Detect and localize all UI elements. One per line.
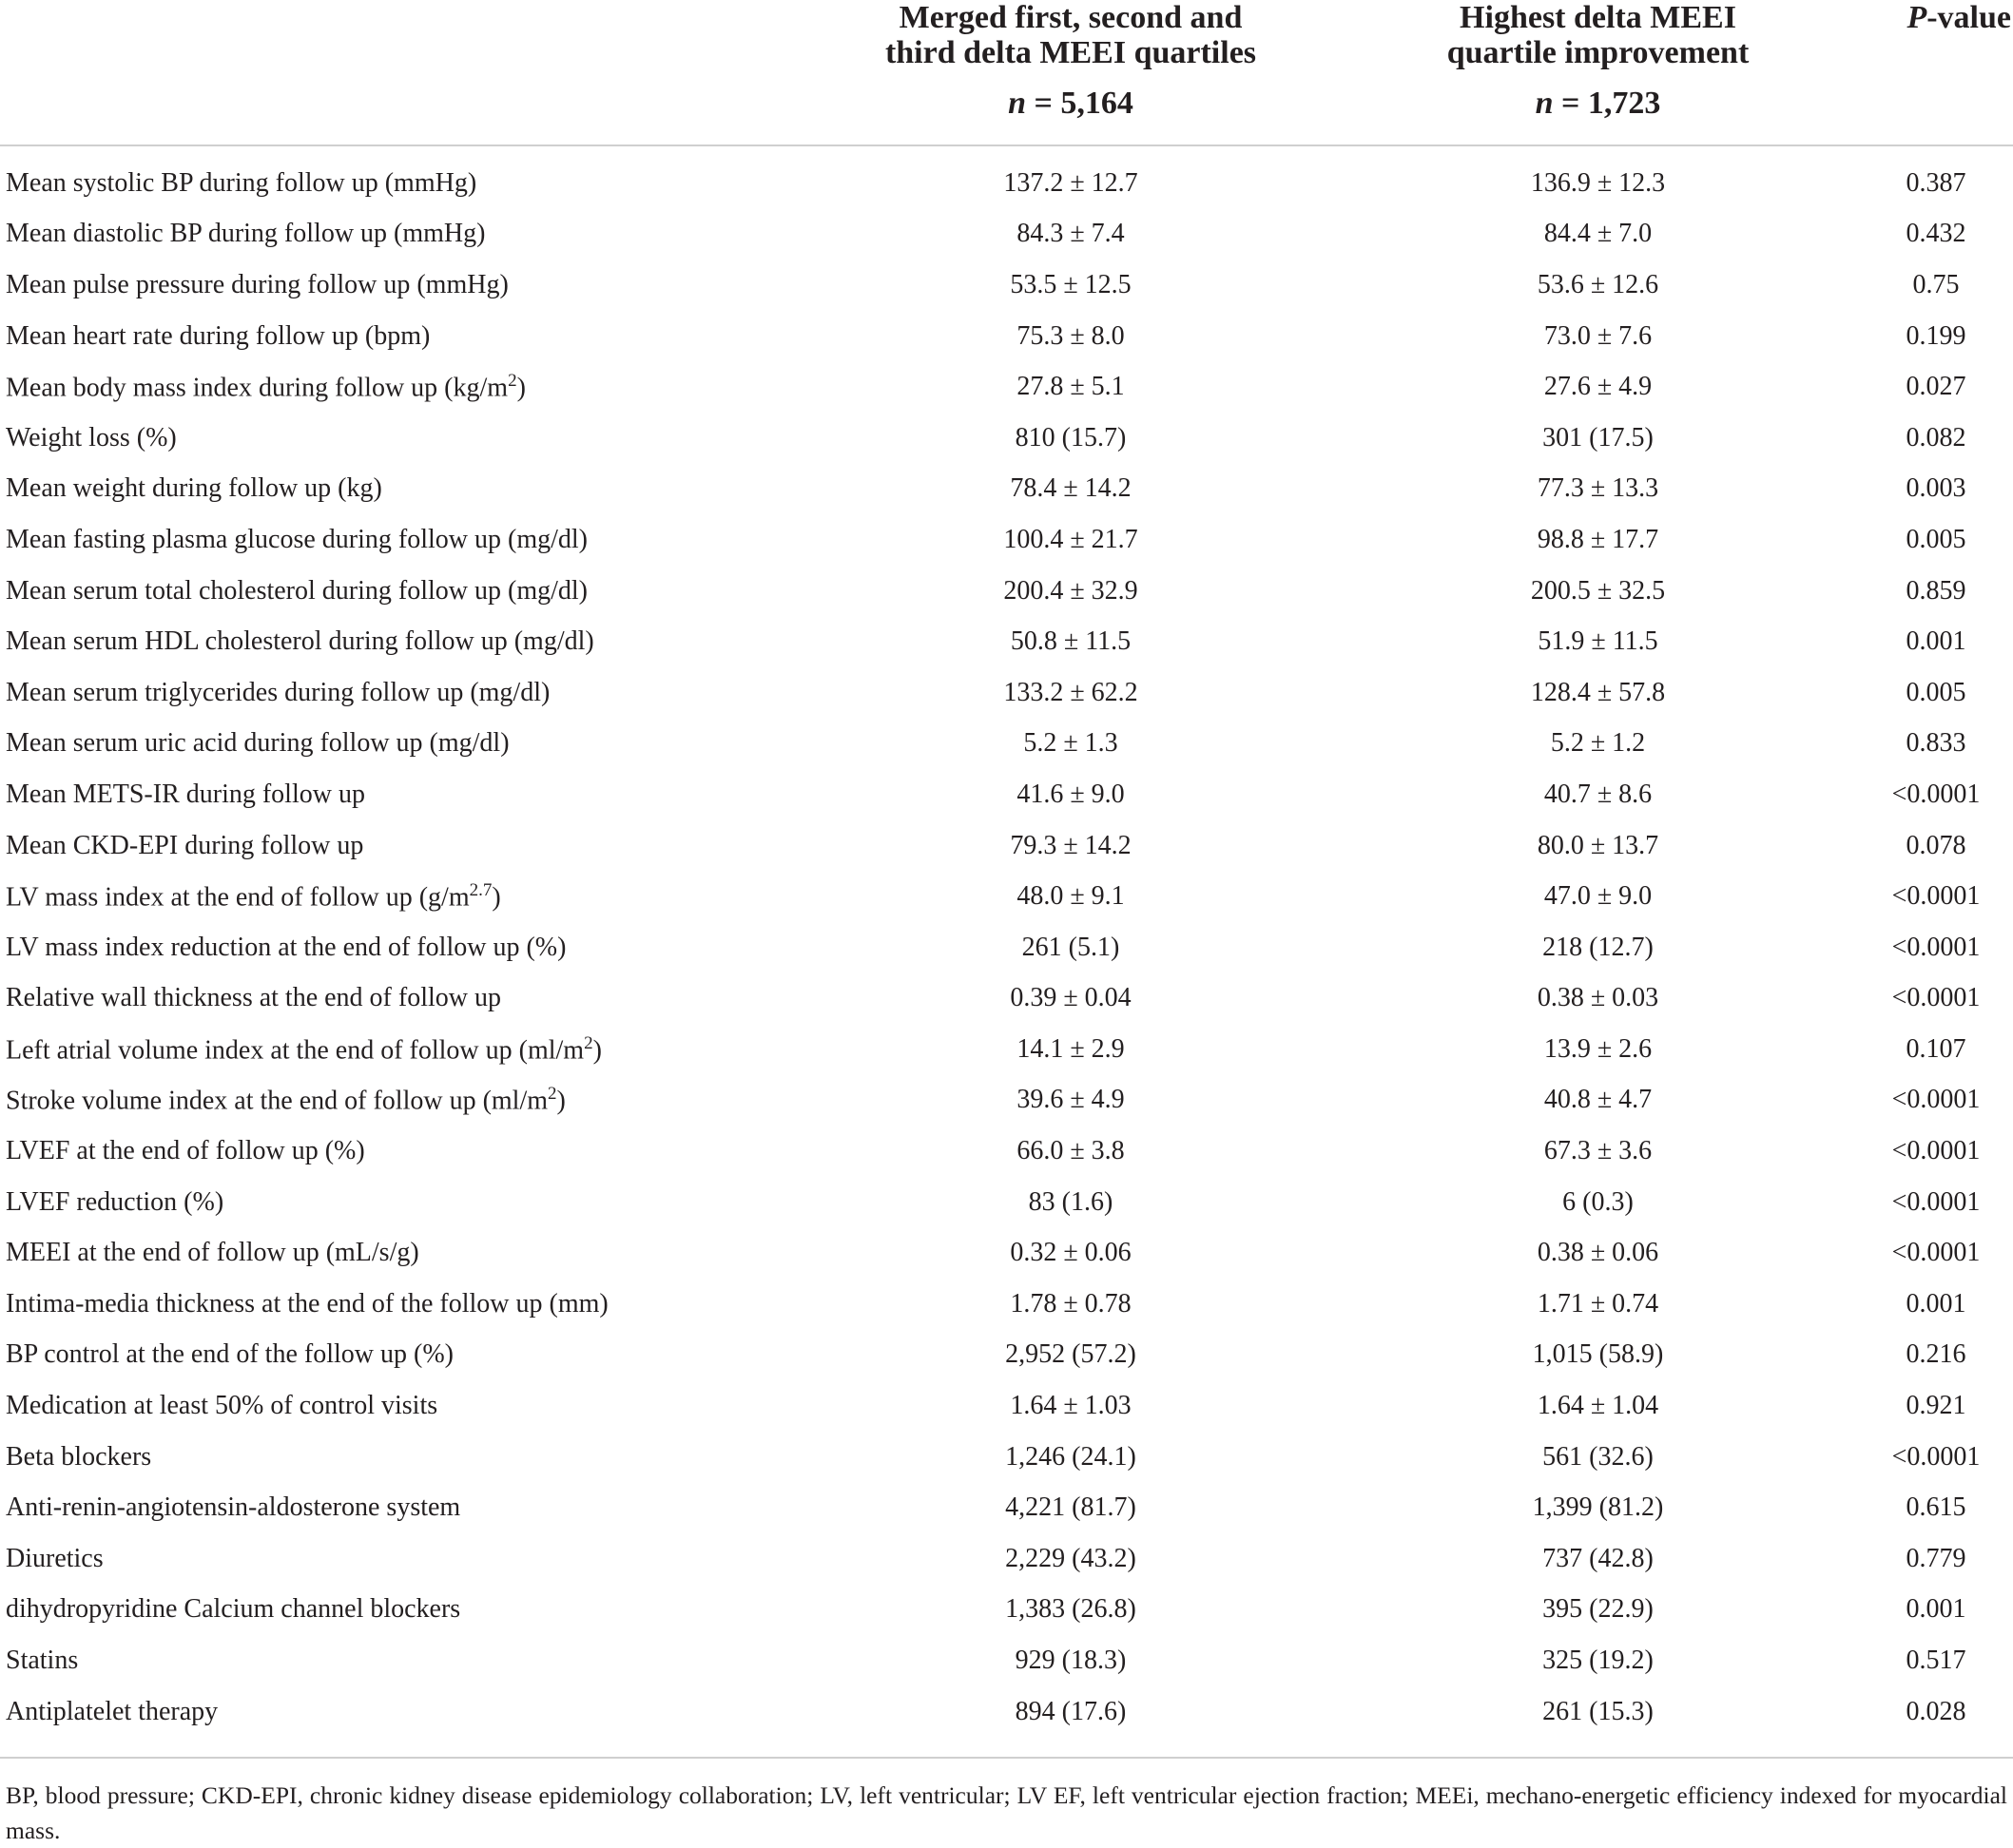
- header-group1-n: [804, 86, 1337, 121]
- group2-value: 80.0 ± 13.7: [1537, 830, 1659, 860]
- row-label-text: LVEF reduction (%): [6, 1186, 224, 1217]
- table-row: [0, 464, 2013, 515]
- row-label-text: LVEF at the end of follow up (%): [6, 1136, 365, 1166]
- p-value: 0.003: [1906, 473, 1966, 504]
- table-row: [0, 566, 2013, 617]
- p-value: <0.0001: [1891, 1441, 1981, 1472]
- table-row: [0, 145, 2013, 209]
- row-label-end: ): [516, 373, 526, 403]
- table-row: [0, 1126, 2013, 1177]
- row-label-text: LV mass index reduction at the end of follow up (%): [6, 932, 567, 962]
- table-row: [0, 667, 2013, 719]
- header-p-value: [1859, 0, 2013, 145]
- row-label: [0, 1330, 804, 1381]
- row-label-text: Stroke volume index at the end of follow up (ml/m: [6, 1086, 549, 1116]
- group2-value: 200.5 ± 32.5: [1530, 575, 1666, 606]
- group1-value: 1.64 ± 1.03: [1010, 1391, 1132, 1421]
- group1-value: 2,229 (43.2): [1005, 1543, 1136, 1573]
- row-label-text: Mean serum uric acid during follow up (mg/dl): [6, 728, 510, 759]
- table-row: [0, 1686, 2013, 1747]
- header-group2: [1337, 0, 1859, 145]
- group1-value: 53.5 ± 12.5: [1010, 269, 1132, 299]
- row-label-superscript: 2: [508, 371, 517, 391]
- row-label-superscript: 2: [584, 1032, 593, 1053]
- group2-value: 1.71 ± 0.74: [1537, 1288, 1659, 1319]
- table-row: [0, 1635, 2013, 1686]
- row-label: [0, 1227, 804, 1279]
- row-label-end: ): [556, 1086, 566, 1116]
- group2-value: 40.7 ± 8.6: [1543, 779, 1653, 809]
- group2-value: 136.9 ± 12.3: [1530, 167, 1666, 198]
- table-row: [0, 1024, 2013, 1075]
- group2-value: 0.38 ± 0.03: [1537, 983, 1659, 1013]
- table-row: [0, 973, 2013, 1025]
- header-group1: [804, 0, 1337, 145]
- row-label-end: ): [592, 1035, 602, 1066]
- group2-value: 13.9 ± 2.6: [1543, 1033, 1653, 1064]
- group1-value: 5.2 ± 1.3: [1023, 728, 1118, 759]
- header-group1-line1: Merged first, second and: [899, 0, 1243, 35]
- row-label-text: Diuretics: [6, 1543, 104, 1573]
- p-value: 0.75: [1912, 269, 1960, 299]
- group1-value: 929 (18.3): [1015, 1646, 1127, 1676]
- row-label-text: Left atrial volume index at the end of follow up (ml/m: [6, 1035, 585, 1066]
- p-value: <0.0001: [1891, 779, 1981, 809]
- p-value: 0.001: [1906, 626, 1966, 657]
- row-label-text: Mean heart rate during follow up (bpm): [6, 320, 431, 351]
- p-value: 0.432: [1906, 219, 1966, 249]
- table-row: [0, 922, 2013, 973]
- group2-value: 218 (12.7): [1542, 932, 1654, 962]
- row-label-end: ): [492, 882, 501, 913]
- row-label-text: Relative wall thickness at the end of follow up: [6, 983, 501, 1013]
- row-label: [0, 719, 804, 770]
- group1-value: 894 (17.6): [1015, 1696, 1127, 1726]
- row-label-text: MEEI at the end of follow up (mL/s/g): [6, 1238, 419, 1268]
- row-label-text: Mean body mass index during follow up (kg/m: [6, 373, 509, 403]
- row-label: [0, 1024, 804, 1075]
- row-label: [0, 616, 804, 667]
- row-label: [0, 1279, 804, 1330]
- group1-value: 810 (15.7): [1015, 422, 1127, 452]
- table-header: [0, 0, 2013, 145]
- table-row: [0, 820, 2013, 872]
- row-label-text: dihydropyridine Calcium channel blockers: [6, 1594, 461, 1625]
- table-row: [0, 1482, 2013, 1533]
- row-label: [0, 1177, 804, 1228]
- p-value: 0.001: [1906, 1594, 1966, 1625]
- group2-value: 1,015 (58.9): [1532, 1339, 1664, 1370]
- p-value: 0.216: [1906, 1339, 1966, 1370]
- group2-value: 51.9 ± 11.5: [1538, 626, 1658, 657]
- row-label: [0, 260, 804, 311]
- row-label-text: Mean CKD-EPI during follow up: [6, 830, 364, 860]
- p-value: <0.0001: [1891, 932, 1981, 962]
- p-value: 0.921: [1906, 1391, 1966, 1421]
- table-row: [0, 769, 2013, 820]
- table-row: [0, 616, 2013, 667]
- group1-value: 2,952 (57.2): [1005, 1339, 1136, 1370]
- row-label: [0, 1686, 804, 1747]
- row-label: [0, 361, 804, 413]
- table-row: [0, 719, 2013, 770]
- row-label-text: BP control at the end of the follow up (%): [6, 1339, 454, 1370]
- p-value: 0.199: [1906, 320, 1966, 351]
- p-value: 0.078: [1906, 830, 1966, 860]
- group1-value: 78.4 ± 14.2: [1010, 473, 1132, 504]
- p-value: 0.005: [1906, 677, 1966, 707]
- row-label-text: Statins: [6, 1646, 79, 1676]
- group1-value: 1,383 (26.8): [1005, 1594, 1136, 1625]
- header-group1-line2: third delta MEEI quartiles: [884, 35, 1257, 70]
- row-label: [0, 311, 804, 362]
- header-group1-n-symbol: n: [1008, 86, 1027, 121]
- group1-value: 48.0 ± 9.1: [1016, 881, 1125, 912]
- group1-value: 50.8 ± 11.5: [1010, 626, 1132, 657]
- table-row: [0, 1227, 2013, 1279]
- group1-value: 27.8 ± 5.1: [1016, 372, 1125, 402]
- row-label-text: Intima-media thickness at the end of the follow up (mm): [6, 1288, 609, 1319]
- group1-value: 83 (1.6): [1028, 1186, 1113, 1217]
- row-label-text: Mean METS-IR during follow up: [6, 779, 365, 809]
- row-label: [0, 566, 804, 617]
- row-label: [0, 209, 804, 260]
- group2-value: 98.8 ± 17.7: [1537, 524, 1659, 554]
- group1-value: 133.2 ± 62.2: [1003, 677, 1138, 707]
- header-group2-n-value: = 1,723: [1553, 86, 1661, 121]
- row-label-superscript: 2: [548, 1084, 557, 1105]
- row-label-text: Mean weight during follow up (kg): [6, 473, 382, 504]
- row-label: [0, 667, 804, 719]
- group1-value: 75.3 ± 8.0: [1016, 320, 1125, 351]
- p-value: 0.779: [1906, 1543, 1966, 1573]
- header-row: [0, 0, 2013, 145]
- group2-value: 73.0 ± 7.6: [1543, 320, 1653, 351]
- row-label-text: Weight loss (%): [6, 422, 177, 452]
- table-row: [0, 260, 2013, 311]
- row-label: [0, 1482, 804, 1533]
- p-value: 0.615: [1906, 1492, 1966, 1523]
- p-value: <0.0001: [1891, 1085, 1981, 1115]
- p-value: <0.0001: [1891, 1136, 1981, 1166]
- group1-value: 0.39 ± 0.04: [1010, 983, 1132, 1013]
- p-value: 0.005: [1906, 524, 1966, 554]
- group1-value: 66.0 ± 3.8: [1016, 1136, 1125, 1166]
- row-label: [0, 464, 804, 515]
- group1-value: 41.6 ± 9.0: [1016, 779, 1125, 809]
- row-label-text: Mean serum triglycerides during follow up (mg/dl): [6, 677, 551, 707]
- row-label-text: Mean pulse pressure during follow up (mmHg): [6, 269, 509, 299]
- group2-value: 1.64 ± 1.04: [1537, 1391, 1659, 1421]
- row-label: [0, 1126, 804, 1177]
- group2-value: 40.8 ± 4.7: [1543, 1085, 1653, 1115]
- group2-value: 6 (0.3): [1562, 1186, 1634, 1217]
- table-row: [0, 209, 2013, 260]
- group2-value: 128.4 ± 57.8: [1530, 677, 1666, 707]
- group1-value: 261 (5.1): [1021, 932, 1120, 962]
- table-row: [0, 1177, 2013, 1228]
- p-value: <0.0001: [1891, 1186, 1981, 1217]
- group2-value: 261 (15.3): [1542, 1696, 1654, 1726]
- p-value: 0.387: [1906, 167, 1966, 198]
- p-value: <0.0001: [1891, 1238, 1981, 1268]
- group2-value: 47.0 ± 9.0: [1543, 881, 1653, 912]
- group2-value: 67.3 ± 3.6: [1543, 1136, 1653, 1166]
- group1-value: 0.32 ± 0.06: [1010, 1238, 1132, 1268]
- group2-value: 737 (42.8): [1542, 1543, 1654, 1573]
- row-label-text: Mean diastolic BP during follow up (mmHg): [6, 219, 486, 249]
- p-value: 0.833: [1906, 728, 1966, 759]
- table-row: [0, 1380, 2013, 1432]
- group1-value: 100.4 ± 21.7: [1003, 524, 1138, 554]
- row-label: [0, 514, 804, 566]
- group2-value: 77.3 ± 13.3: [1537, 473, 1659, 504]
- group2-value: 84.4 ± 7.0: [1543, 219, 1653, 249]
- p-value: 0.859: [1906, 575, 1966, 606]
- row-label: [0, 1432, 804, 1483]
- group2-value: 325 (19.2): [1542, 1646, 1654, 1676]
- group1-value: 14.1 ± 2.9: [1016, 1033, 1125, 1064]
- p-value: 0.027: [1906, 372, 1966, 402]
- group1-value: 4,221 (81.7): [1005, 1492, 1136, 1523]
- p-value: <0.0001: [1891, 881, 1981, 912]
- row-label-text: Beta blockers: [6, 1441, 152, 1472]
- table-row: [0, 1075, 2013, 1126]
- group1-value: 137.2 ± 12.7: [1003, 167, 1138, 198]
- header-group1-n-value: = 5,164: [1026, 86, 1133, 121]
- group2-value: 561 (32.6): [1542, 1441, 1654, 1472]
- group2-value: 301 (17.5): [1542, 422, 1654, 452]
- group1-value: 200.4 ± 32.9: [1003, 575, 1138, 606]
- group2-value: 5.2 ± 1.2: [1550, 728, 1646, 759]
- header-group2-n-symbol: n: [1535, 86, 1554, 121]
- row-label: [0, 871, 804, 922]
- group2-value: 0.38 ± 0.06: [1537, 1238, 1659, 1268]
- table-row: [0, 514, 2013, 566]
- row-label: [0, 1380, 804, 1432]
- table-row: [0, 1330, 2013, 1381]
- group1-value: 1,246 (24.1): [1005, 1441, 1136, 1472]
- p-value: 0.001: [1906, 1288, 1966, 1319]
- table-row: [0, 871, 2013, 922]
- p-value: 0.517: [1906, 1646, 1966, 1676]
- header-p-suffix: -value: [1926, 0, 2011, 35]
- header-group2-line1: Highest delta MEEI: [1460, 0, 1736, 35]
- row-label: [0, 1075, 804, 1126]
- table-row: [0, 413, 2013, 464]
- group1-value: 79.3 ± 14.2: [1010, 830, 1132, 860]
- table-row: [0, 311, 2013, 362]
- p-value: 0.028: [1906, 1696, 1966, 1726]
- group1-value: 84.3 ± 7.4: [1016, 219, 1125, 249]
- row-label: [0, 769, 804, 820]
- row-label-text: Mean serum total cholesterol during follow up (mg/dl): [6, 575, 588, 606]
- row-label-text: Anti-renin-angiotensin-aldosterone system: [6, 1492, 461, 1523]
- table-row: [0, 1279, 2013, 1330]
- group2-value: 395 (22.9): [1542, 1594, 1654, 1625]
- row-label: [0, 973, 804, 1025]
- header-group2-n: [1337, 86, 1859, 121]
- row-label: [0, 820, 804, 872]
- row-label: [0, 922, 804, 973]
- group2-value: 1,399 (81.2): [1532, 1492, 1664, 1523]
- group1-value: 39.6 ± 4.9: [1016, 1085, 1125, 1115]
- row-label-text: Mean systolic BP during follow up (mmHg): [6, 167, 477, 198]
- table-body: [0, 145, 2013, 1747]
- row-label: [0, 413, 804, 464]
- table-footnote: BP, blood pressure; CKD-EPI, chronic kidney disease epidemiology collaboration; LV, left ventricular; LV EF, left ventricular ejection fraction; MEEi, mechano-energetic efficiency indexed for myocardial mass.: [0, 1757, 2013, 1848]
- row-label-text: Mean fasting plasma glucose during follow up (mg/dl): [6, 524, 588, 554]
- table-row: [0, 361, 2013, 413]
- table-row: [0, 1585, 2013, 1636]
- row-label: [0, 1585, 804, 1636]
- group1-value: 1.78 ± 0.78: [1010, 1288, 1132, 1319]
- row-label-text: Medication at least 50% of control visits: [6, 1391, 438, 1421]
- row-label: [0, 145, 804, 209]
- group2-value: 27.6 ± 4.9: [1543, 372, 1653, 402]
- row-label: [0, 1635, 804, 1686]
- row-label-text: LV mass index at the end of follow up (g/m: [6, 882, 470, 913]
- row-label: [0, 1533, 804, 1585]
- p-value: 0.082: [1906, 422, 1966, 452]
- p-value: <0.0001: [1891, 983, 1981, 1013]
- table-row: [0, 1533, 2013, 1585]
- row-label-superscript: 2.7: [469, 879, 493, 900]
- group2-value: 53.6 ± 12.6: [1537, 269, 1659, 299]
- header-label-column: [0, 0, 804, 145]
- p-value: 0.107: [1906, 1033, 1966, 1064]
- header-group2-line2: quartile improvement: [1446, 35, 1750, 70]
- header-p-symbol: P: [1907, 0, 1927, 35]
- table-row: [0, 1432, 2013, 1483]
- row-label-text: Mean serum HDL cholesterol during follow up (mg/dl): [6, 626, 594, 657]
- row-label-text: Antiplatelet therapy: [6, 1696, 219, 1726]
